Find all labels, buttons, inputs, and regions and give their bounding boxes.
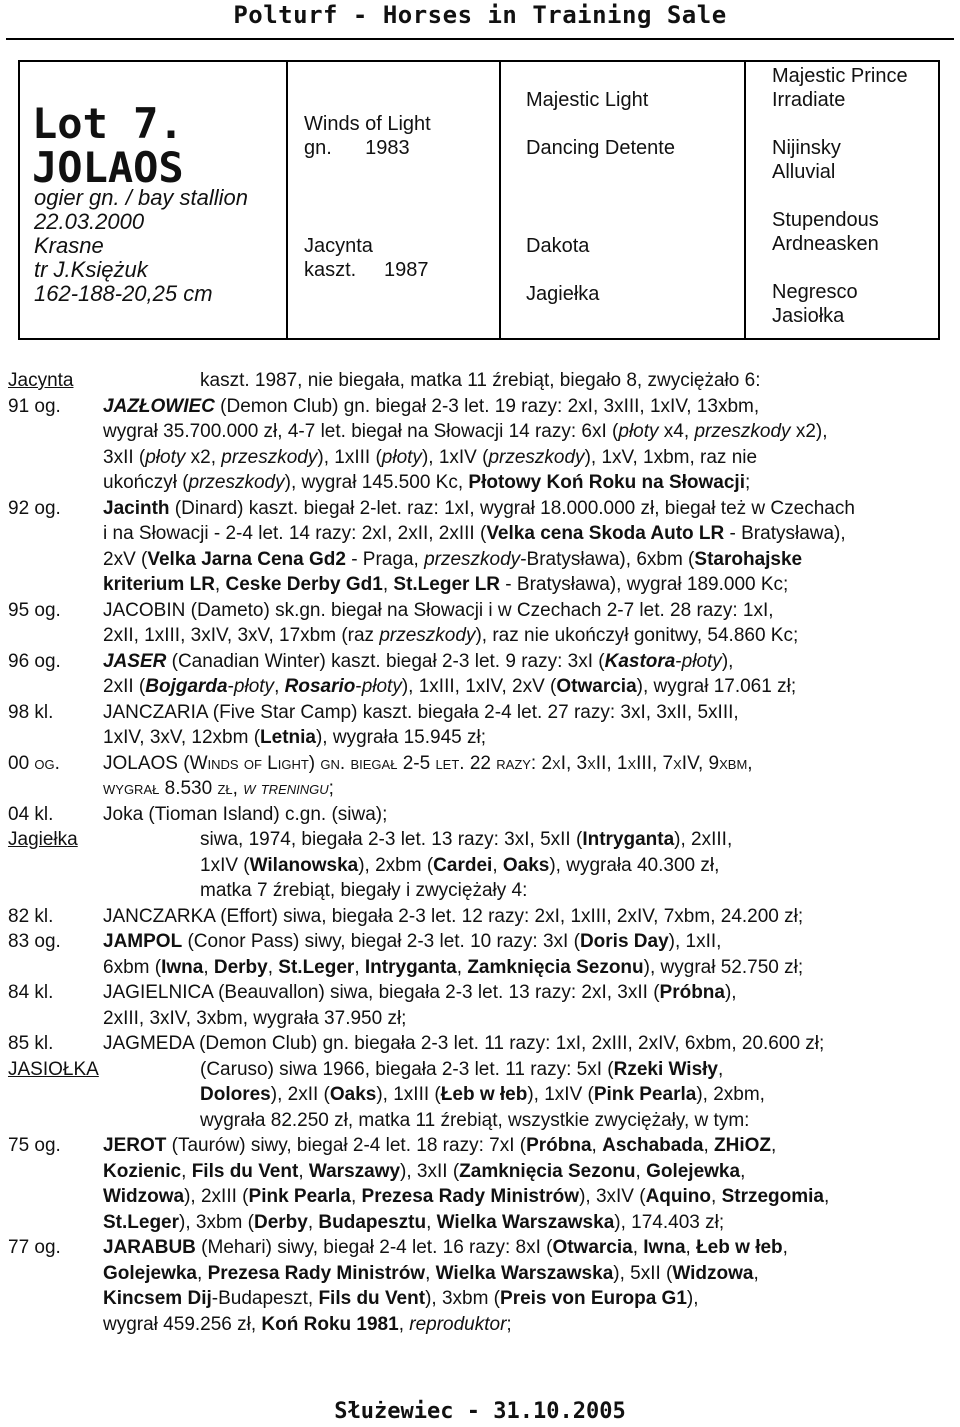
great-grandparent: Nijinsky [772,137,841,159]
year-sex-label: 82 kl. [8,905,54,927]
year-sex-label: 84 kl. [8,982,54,1003]
record-text [103,904,956,930]
record-line: Joka (Tioman Island) c.gn. (siwa); [103,803,388,825]
sire-name: Winds of Light [304,113,431,135]
pedigree-table [18,60,940,340]
record-line: 1xIV, 3xV, 12xbm (Letnia), wygrała 15.945 zł; [103,727,487,748]
offspring-record [8,496,956,598]
horse-name: JOLAOS [32,143,184,192]
maternal-granddam: Jagiełka [526,283,600,305]
header-divider [6,38,954,40]
offspring-record [8,802,956,828]
lot-heading [32,99,184,192]
horse-breeder: Krasne [34,233,104,258]
paternal-grandsire: Majestic Light [526,89,649,111]
great-grandparent: Alluvial [772,161,836,183]
dam-name-label: Jagiełka [8,829,78,850]
pedigree-grandparents [499,62,746,338]
record-text [103,700,956,751]
offspring-record [8,1235,956,1337]
record-text [200,1057,956,1134]
year-sex-label: 85 kl. [8,1033,54,1054]
dam-details: kaszt. 1987 [304,259,429,281]
record-line: wygrała 82.250 zł, matka 11 źrebiąt, wszystkie zwyciężały, w tym: [200,1109,750,1131]
record-text [103,1031,956,1057]
record-line: ukończył (przeszkody), wygrał 145.500 Kc, Płotowy Koń Roku na Słowacji; [103,472,751,493]
horse-measurements: 162-188-20,25 cm [34,281,213,306]
year-sex-label: 92 og. [8,497,61,519]
record-line: Kincsem Dij-Budapeszt, Fils du Vent), 3xbm (Preis von Europa G1), [103,1288,699,1309]
record-text [103,751,956,802]
dam-name: Jacynta [304,235,373,257]
dam-name-label: Jacynta [8,370,74,391]
record-line: 2xIII, 3xIV, 3xbm, wygrała 37.950 zł; [103,1007,407,1029]
record-text [103,1133,956,1235]
record-line: siwa, 1974, biegała 2-3 let. 13 razy: 3xI, 5xII (Intryganta), 2xIII, [200,829,733,850]
great-grandparent: Irradiate [772,89,846,111]
record-line: matka 7 źrebiąt, biegały i zwyciężały 4: [200,880,528,901]
offspring-record [8,904,956,930]
horse-birthdate: 22.03.2000 [34,209,145,234]
record-line: 2xII, 1xIII, 3xIV, 3xV, 17xbm (raz przeszkody), raz nie ukończył gonitwy, 54.860 Kc; [103,625,799,646]
record-line: Jacinth (Dinard) kaszt. biegał 2-let. raz: 1xI, wygrał 18.000.000 zł, biegał też w Czechach [103,497,855,519]
dam-heading-record [8,1057,956,1134]
record-text [103,1235,956,1337]
offspring-record [8,394,956,496]
lot-number: Lot 7. [32,99,184,148]
record-line: (Caruso) siwa 1966, biegała 2-3 let. 11 razy: 5xI (Rzeki Wisły, [200,1058,724,1080]
offspring-record [8,980,956,1031]
record-line: i na Słowacji - 2-4 let. 14 razy: 2xI, 2xII, 2xIII (Velka cena Skoda Auto LR - Bratysława), [103,523,846,544]
great-grandparent: Negresco [772,281,858,303]
offspring-record [8,598,956,649]
record-line: JAMPOL (Conor Pass) siwy, biegał 2-3 let. 10 razy: 3xI (Doris Day), 1xII, [103,931,722,952]
record-text [103,649,956,700]
record-line: Kozienic, Fils du Vent, Warszawy), 3xII (Zamknięcia Sezonu, Golejewka, [103,1160,746,1182]
year-sex-label: 77 og. [8,1237,61,1258]
produce-records [8,368,956,1337]
year-sex-label: 96 og. [8,650,61,672]
horse-trainer: tr J.Księżuk [34,257,148,282]
record-line: 6xbm (Iwna, Derby, St.Leger, Intryganta, Zamknięcia Sezonu), wygrał 52.750 zł; [103,956,804,978]
record-line: JANCZARKA (Effort) siwa, biegała 2-3 let. 12 razy: 2xI, 1xIII, 2xIV, 7xbm, 24.200 zł; [103,905,804,927]
lot-info-column [20,62,286,338]
offspring-record [8,649,956,700]
record-text [103,394,956,496]
year-sex-label: 95 og. [8,599,61,621]
record-line: JAZŁOWIEC (Demon Club) gn. biegał 2-3 let. 19 razy: 2xI, 3xIII, 1xIV, 13xbm, [103,395,760,417]
record-line: JASER (Canadian Winter) kaszt. biegał 2-3 let. 9 razy: 3xI (Kastora-płoty), [103,650,734,672]
page-title: Polturf - Horses in Training Sale [233,1,727,29]
great-grandparent: Majestic Prince [772,65,908,87]
year-sex-label: 75 og. [8,1135,61,1156]
pedigree-parents [286,62,501,338]
record-line: kriterium LR, Ceske Derby Gd1, St.Leger LR - Bratysława), wygrał 189.000 Kc; [103,574,789,595]
record-text [200,368,956,394]
dam-heading-record [8,827,956,904]
record-text [103,598,956,649]
footer-venue-date: Służewiec - 31.10.2005 [334,1399,626,1424]
record-line: wygrał 8.530 zł, w treningu; [103,778,334,799]
pedigree-great-grandparents [744,62,942,338]
great-grandparent: Stupendous [772,209,879,231]
record-line: wygrał 35.700.000 zł, 4-7 let. biegał na Słowacji 14 razy: 6xI (płoty x4, przeszkody x2), [103,421,828,442]
record-line: 1xIV (Wilanowska), 2xbm (Cardei, Oaks), wygrała 40.300 zł, [200,854,720,876]
year-sex-label: 98 kl. [8,701,54,723]
maternal-grandsire: Dakota [526,235,590,257]
year-sex-label: 83 og. [8,931,61,952]
record-line: 3xII (płoty x2, przeszkody), 1xIII (płoty), 1xIV (przeszkody), 1xV, 1xbm, raz nie [103,446,758,468]
dam-heading-record [8,368,956,394]
offspring-record [8,1031,956,1057]
great-grandparent: Ardneasken [772,233,879,255]
record-line: 2xII (Bojgarda-płoty, Rosario-płoty), 1xIII, 1xIV, 2xV (Otwarcia), wygrał 17.061 zł; [103,676,797,697]
horse-sex-color: ogier gn. / bay stallion [34,185,249,210]
record-line: Dolores), 2xII (Oaks), 1xIII (Łeb w łeb), 1xIV (Pink Pearla), 2xbm, [200,1084,765,1105]
record-line: JOLAOS (Winds of Light) gn. biegał 2-5 let. 22 razy: 2xI, 3xII, 1xIII, 7xIV, 9xbm, [103,752,753,774]
offspring-record [8,1133,956,1235]
offspring-record [8,751,956,802]
record-text [103,929,956,980]
record-line: JANCZARIA (Five Star Camp) kaszt. biegała 2-4 let. 27 razy: 3xI, 3xII, 5xIII, [103,701,739,723]
record-text [200,827,956,904]
record-line: JACOBIN (Dameto) sk.gn. biegał na Słowacji i w Czechach 2-7 let. 28 razy: 1xI, [103,599,774,621]
record-line: Widzowa), 2xIII (Pink Pearla, Prezesa Rady Ministrów), 3xIV (Aquino, Strzegomia, [103,1186,830,1207]
offspring-record [8,700,956,751]
great-grandparent: Jasiołka [772,305,845,327]
record-line: Golejewka, Prezesa Rady Ministrów, Wielka Warszawska), 5xII (Widzowa, [103,1262,759,1284]
record-line: JAGMEDA (Demon Club) gn. biegała 2-3 let. 11 razy: 1xI, 2xIII, 2xIV, 6xbm, 20.600 zł; [103,1033,825,1054]
dam-name-label: JASIOŁKA [8,1058,99,1080]
year-sex-label: 91 og. [8,395,61,417]
record-text [103,980,956,1031]
record-line: JEROT (Taurów) siwy, biegał 2-4 let. 18 razy: 7xI (Próbna, Aschabada, ZHiOZ, [103,1135,777,1156]
offspring-record [8,929,956,980]
record-line: 2xV (Velka Jarna Cena Gd2 - Praga, przeszkody-Bratysława), 6xbm (Starohajske [103,548,803,570]
paternal-granddam: Dancing Detente [526,137,675,159]
year-sex-label: 00 og. [8,752,60,774]
record-line: kaszt. 1987, nie biegała, matka 11 źrebiąt, biegało 8, zwyciężało 6: [200,370,761,391]
record-line: St.Leger), 3xbm (Derby, Budapesztu, Wielka Warszawska), 174.403 zł; [103,1211,725,1233]
record-line: wygrał 459.256 zł, Koń Roku 1981, reproduktor; [103,1313,512,1335]
record-text [103,496,956,598]
record-line: JARABUB (Mehari) siwy, biegał 2-4 let. 16 razy: 8xI (Otwarcia, Iwna, Łeb w łeb, [103,1237,788,1258]
year-sex-label: 04 kl. [8,803,54,825]
sire-details: gn. 1983 [304,137,410,159]
record-text [103,802,956,828]
horse-details [34,186,248,306]
record-line: JAGIELNICA (Beauvallon) siwa, biegała 2-3 let. 13 razy: 2xI, 3xII (Próbna), [103,982,737,1003]
